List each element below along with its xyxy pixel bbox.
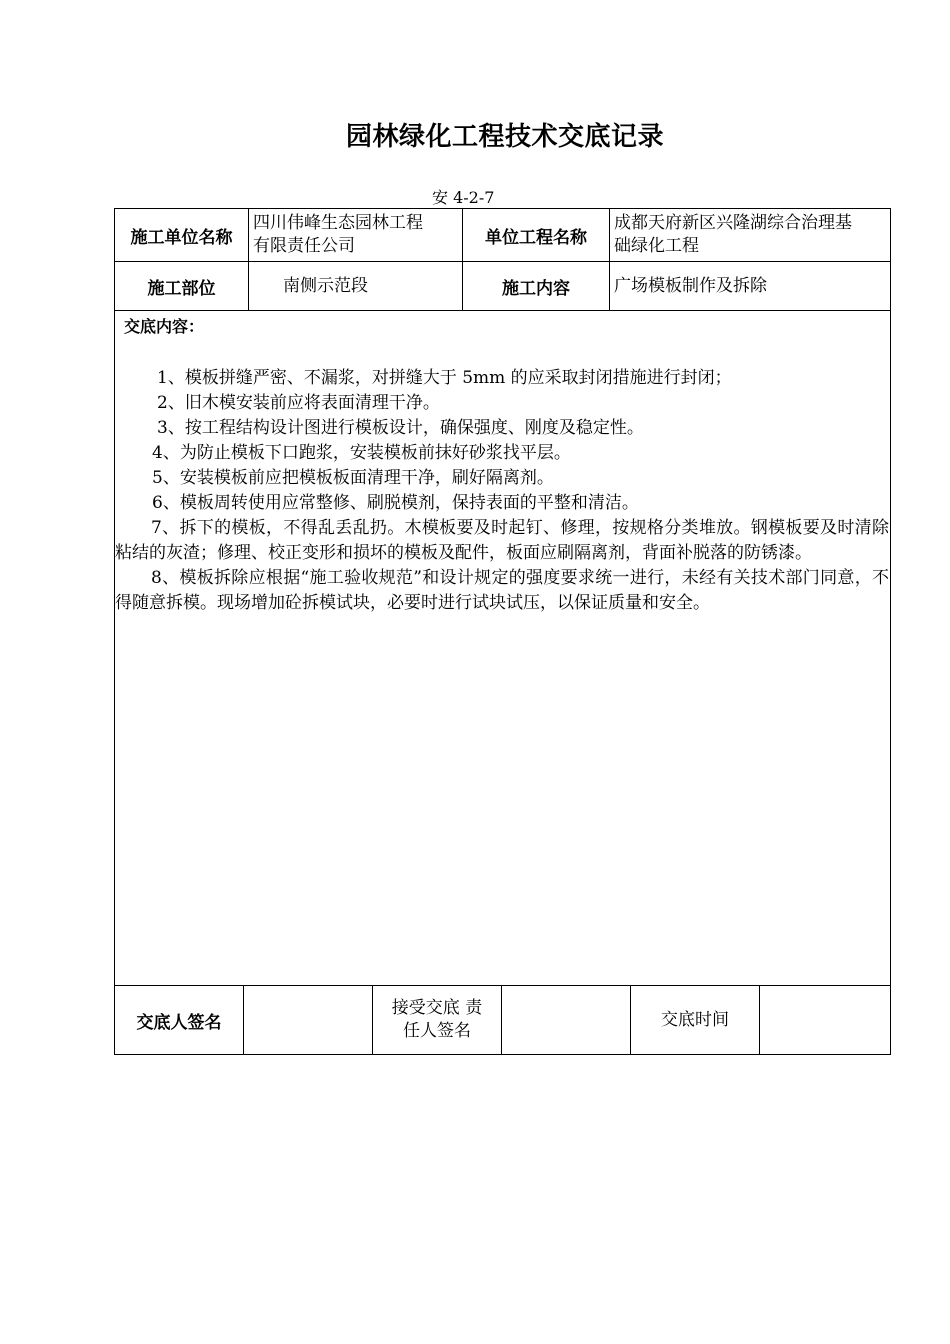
content-heading: 交底内容：	[124, 317, 205, 336]
content-item-1: 1、模板拼缝严密、不漏浆，对拼缝大于 5mm 的应采取封闭措施进行封闭；	[157, 368, 732, 388]
receiver-signature-label-line1: 接受交底 责	[391, 998, 483, 1018]
content-item-4: 4、为防止模板下口跑浆，安装模板前抹好砂浆找平层。	[152, 443, 571, 463]
content-item-6: 6、模板周转使用应常整修、刷脱模剂，保持表面的平整和清洁。	[152, 493, 639, 513]
form-code: 安 4-2-7	[432, 188, 495, 207]
construction-location-value: 南侧示范段	[249, 262, 463, 311]
construction-location-label: 施工部位	[115, 262, 249, 311]
project-name-value-line1: 成都天府新区兴隆湖综合治理基	[614, 213, 852, 233]
receiver-signature-label	[373, 986, 502, 1055]
construction-content-value: 广场模板制作及拆除	[610, 262, 891, 311]
content-item-2: 2、旧木模安装前应将表面清理干净。	[157, 393, 440, 413]
discloser-signature-field[interactable]	[244, 986, 373, 1055]
construction-unit-value	[249, 209, 463, 262]
content-item-8: 8、模板拆除应根据“施工验收规范”和设计规定的强度要求统一进行，未经有关技术部门同意，不得随意拆模。现场增加砼拆模试块，必要时进行试块试压，以保证质量和安全。	[115, 568, 889, 613]
disclosure-time-label: 交底时间	[631, 986, 760, 1055]
discloser-signature-label: 交底人签名	[115, 986, 244, 1055]
header-row-location	[115, 262, 891, 311]
project-name-label: 单位工程名称	[463, 209, 610, 262]
content-item-5: 5、安装模板前应把模板板面清理干净，刷好隔离剂。	[152, 468, 554, 488]
project-name-value	[610, 209, 891, 262]
disclosure-time-field[interactable]	[760, 986, 891, 1055]
construction-unit-value-line1: 四川伟峰生态园林工程	[253, 213, 423, 233]
header-row-unit	[115, 209, 891, 262]
project-name-value-line2: 础绿化工程	[614, 236, 699, 256]
construction-unit-label: 施工单位名称	[115, 209, 249, 262]
signature-table	[114, 985, 891, 1055]
disclosure-content	[115, 312, 889, 616]
receiver-signature-field[interactable]	[502, 986, 631, 1055]
content-item-3: 3、按工程结构设计图进行模板设计，确保强度、刚度及稳定性。	[157, 418, 644, 438]
signature-row	[115, 986, 891, 1055]
content-item-7: 7、拆下的模板，不得乱丢乱扔。木模板要及时起钉、修理，按规格分类堆放。钢模板要及时清除粘结的灰渣；修理、校正变形和损坏的模板及配件，板面应刷隔离剂，背面补脱落的防锈漆。	[115, 518, 889, 563]
construction-content-label: 施工内容	[463, 262, 610, 311]
receiver-signature-label-line2: 任人签名	[403, 1021, 471, 1041]
document-title: 园林绿化工程技术交底记录	[345, 122, 664, 152]
construction-unit-value-line2: 有限责任公司	[253, 236, 355, 256]
